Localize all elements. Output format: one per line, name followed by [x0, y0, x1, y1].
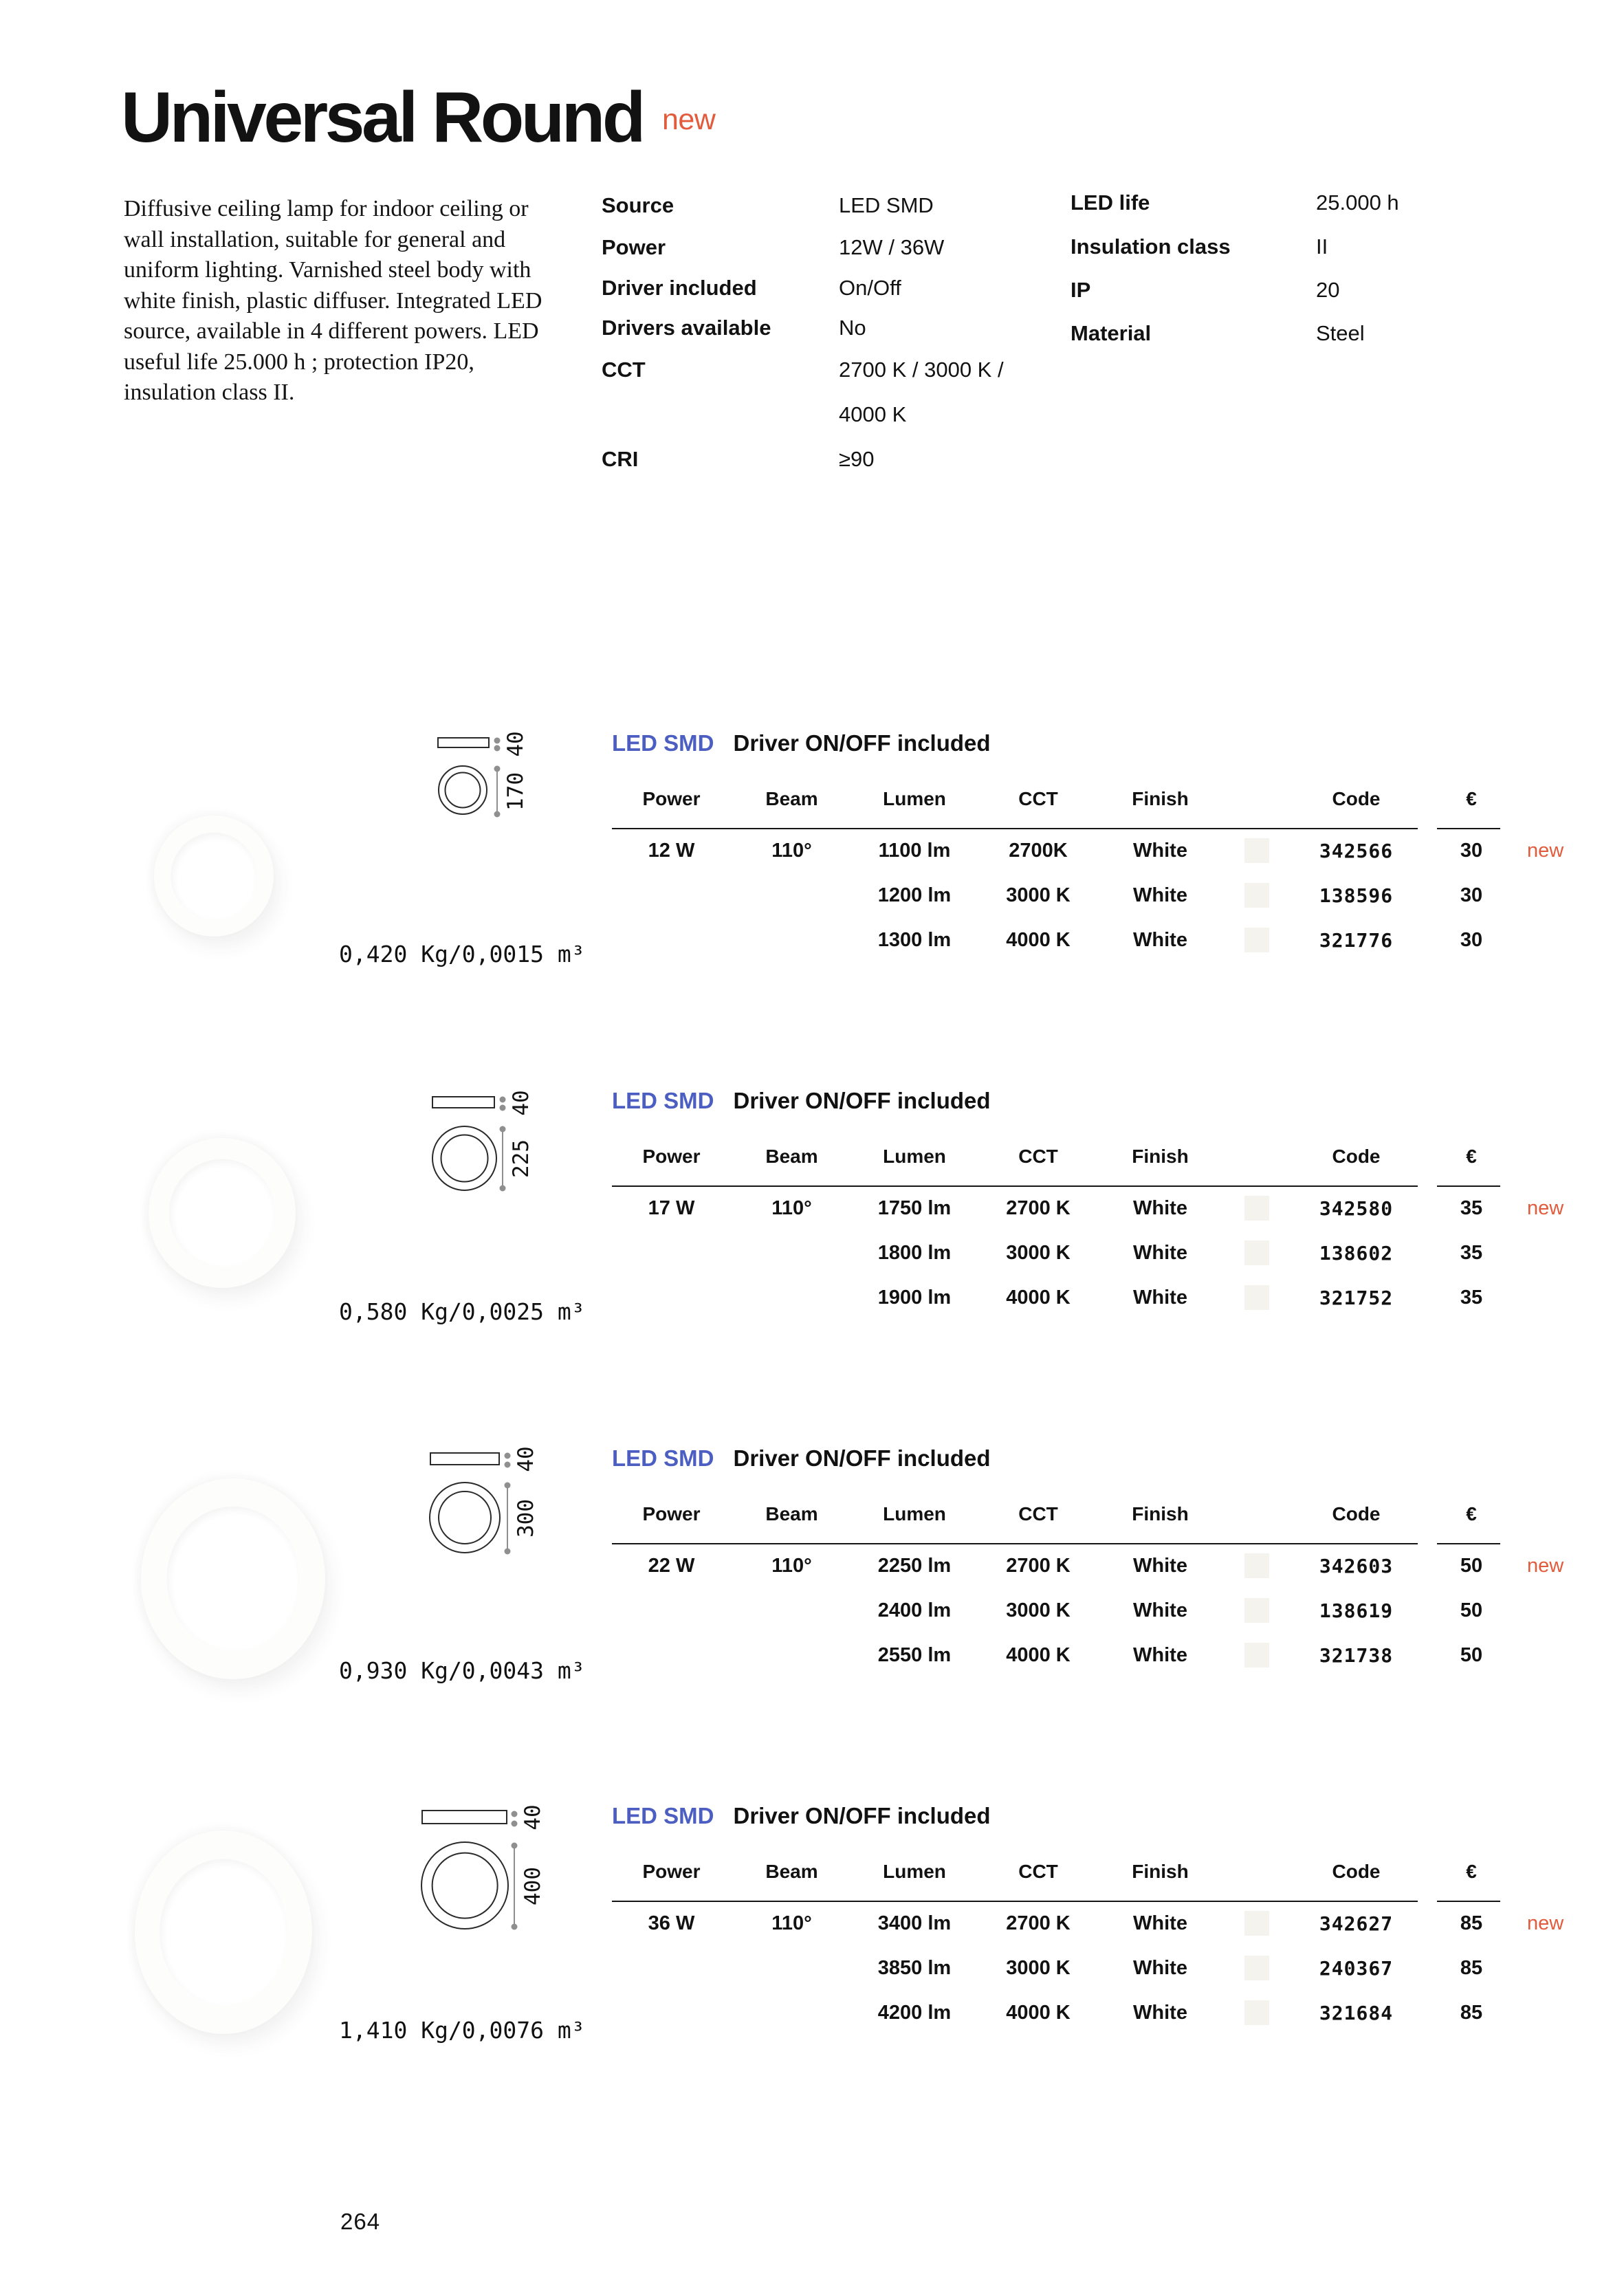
cell-cct: 3000 K — [1006, 1241, 1071, 1264]
spec-label-cri: CRI — [602, 447, 639, 471]
cell-finish: White — [1133, 884, 1187, 906]
cell-lumen: 1750 lm — [877, 1196, 952, 1219]
cell-price: 35 — [1460, 1196, 1483, 1219]
spec-label-material: Material — [1071, 321, 1152, 345]
column-header-row — [612, 1143, 1581, 1170]
product-photo-diffuser — [169, 1159, 275, 1267]
column-header-cct: CCT — [1018, 788, 1058, 809]
dimension-line — [496, 769, 498, 814]
product-photo-diffuser — [167, 1507, 300, 1651]
cell-price: 30 — [1460, 884, 1483, 906]
column-header-cct: CCT — [1018, 1503, 1058, 1524]
table-header — [612, 1803, 991, 1829]
table-header — [612, 1445, 991, 1472]
weight-volume-label: 0,420 Kg/0,0015 m³ — [339, 941, 585, 967]
cell-finish: White — [1133, 1912, 1187, 1934]
new-badge: new — [1527, 1196, 1564, 1219]
column-header-price: € — [1466, 788, 1477, 809]
column-header-code: Code — [1332, 1146, 1381, 1167]
cell-cct: 2700 K — [1006, 1196, 1071, 1219]
product-table — [612, 1088, 1581, 1322]
spec-label-drivers-available: Drivers available — [602, 316, 771, 340]
column-header-code: Code — [1332, 1861, 1381, 1882]
cell-lumen: 1800 lm — [877, 1241, 952, 1264]
top-view-inner-circle — [438, 1491, 492, 1544]
driver-info-label: Driver ON/OFF included — [733, 1088, 991, 1113]
product-photo — [154, 816, 274, 937]
column-header-row — [612, 785, 1581, 813]
finish-swatch — [1244, 928, 1269, 952]
spec-label-driver-included: Driver included — [602, 276, 757, 300]
cell-lumen: 1100 lm — [878, 839, 951, 862]
page-number: 264 — [340, 2209, 381, 2234]
cell-beam: 110° — [771, 1554, 812, 1577]
dimension-label-height: 40 — [514, 1446, 538, 1472]
cell-price: 50 — [1460, 1554, 1483, 1577]
finish-swatch — [1244, 1196, 1269, 1221]
top-view-circle — [429, 1482, 501, 1553]
cell-power: 36 W — [648, 1912, 695, 1934]
cell-code: 342580 — [1319, 1196, 1394, 1220]
cell-finish: White — [1133, 1554, 1187, 1577]
dimension-dot — [500, 1126, 506, 1133]
product-table — [612, 730, 1581, 964]
product-photo — [141, 1478, 325, 1679]
column-header-price: € — [1466, 1146, 1477, 1167]
dimension-dot — [505, 1549, 511, 1555]
cell-code: 321752 — [1319, 1286, 1394, 1309]
dimension-dot — [512, 1924, 518, 1930]
column-header-power: Power — [642, 1146, 701, 1167]
dimension-line — [507, 1485, 508, 1551]
cell-cct: 2700 K — [1006, 1554, 1071, 1577]
finish-swatch — [1244, 1643, 1269, 1668]
cell-cct: 4000 K — [1006, 1286, 1071, 1309]
finish-swatch — [1244, 1240, 1269, 1265]
spec-value-insulation-class: II — [1316, 234, 1328, 259]
cell-lumen: 1900 lm — [877, 1286, 952, 1309]
spec-value-cct-line1: 2700 K / 3000 K / — [839, 358, 1004, 382]
product-table — [612, 1803, 1581, 2037]
table-row — [612, 833, 1581, 868]
column-header-beam: Beam — [765, 1861, 818, 1882]
column-header-beam: Beam — [765, 1146, 818, 1167]
dimension-dot — [505, 1483, 511, 1489]
top-view-circle — [438, 765, 487, 815]
cell-code: 342627 — [1319, 1912, 1394, 1935]
table-header — [612, 730, 991, 756]
finish-swatch — [1244, 2000, 1269, 2025]
cell-power: 17 W — [648, 1196, 695, 1219]
weight-volume-label: 0,930 Kg/0,0043 m³ — [339, 1657, 585, 1684]
cell-price: 85 — [1460, 2001, 1483, 2024]
cell-code: 138619 — [1319, 1599, 1394, 1622]
cell-finish: White — [1133, 1286, 1187, 1309]
dimension-dot — [494, 738, 501, 744]
column-header-price: € — [1466, 1503, 1477, 1524]
cell-cct: 3000 K — [1006, 1956, 1071, 1979]
cell-code: 342566 — [1319, 839, 1394, 862]
dimension-dot — [505, 1453, 511, 1459]
header-rule-euro — [1437, 828, 1500, 829]
table-row — [612, 1906, 1581, 1940]
new-badge: new — [1527, 1554, 1564, 1577]
spec-label-source: Source — [602, 193, 674, 217]
cell-beam: 110° — [771, 1196, 812, 1219]
spec-value-ip: 20 — [1316, 278, 1340, 302]
dimension-dot — [505, 1462, 511, 1468]
spec-value-cct-line2: 4000 K — [839, 402, 907, 426]
spec-label-led-life: LED life — [1071, 190, 1150, 215]
dimension-label-diameter: 225 — [509, 1139, 534, 1178]
column-header-cct: CCT — [1018, 1861, 1058, 1882]
dimension-line — [502, 1129, 503, 1188]
top-view-inner-circle — [440, 1134, 489, 1183]
header-rule-euro — [1437, 1185, 1500, 1187]
cell-finish: White — [1133, 1241, 1187, 1264]
cell-power: 12 W — [648, 839, 695, 862]
column-header-price: € — [1466, 1861, 1477, 1882]
table-row — [612, 878, 1581, 912]
dimension-label-diameter: 300 — [514, 1499, 538, 1538]
column-header-code: Code — [1332, 1503, 1381, 1524]
side-view-rect — [430, 1452, 500, 1465]
cell-lumen: 3400 lm — [877, 1912, 952, 1934]
cell-finish: White — [1133, 1956, 1187, 1979]
side-view-rect — [421, 1810, 507, 1824]
header-rule-euro — [1437, 1901, 1500, 1902]
table-row — [612, 1549, 1581, 1583]
header-rule — [612, 828, 1418, 829]
dimension-label-diameter: 400 — [520, 1867, 545, 1905]
dimension-dot — [500, 1097, 506, 1103]
cell-price: 85 — [1460, 1956, 1483, 1979]
cell-price: 30 — [1460, 928, 1483, 951]
dimension-label-height: 40 — [520, 1804, 545, 1830]
cell-code: 321776 — [1319, 928, 1394, 952]
spec-value-power: 12W / 36W — [839, 235, 945, 259]
column-header-finish: Finish — [1132, 788, 1189, 809]
table-row — [612, 1593, 1581, 1628]
header-rule — [612, 1185, 1418, 1187]
cell-code: 138602 — [1319, 1241, 1394, 1265]
table-row — [612, 1280, 1581, 1315]
cell-lumen: 2550 lm — [877, 1643, 952, 1666]
dimension-label-diameter: 170 — [503, 772, 528, 811]
cell-finish: White — [1133, 1599, 1187, 1621]
new-badge: new — [1527, 1912, 1564, 1934]
product-photo — [149, 1138, 296, 1288]
cell-finish: White — [1133, 928, 1187, 951]
finish-swatch — [1244, 1285, 1269, 1310]
column-header-power: Power — [642, 1503, 701, 1524]
dimension-dot — [494, 811, 501, 818]
weight-volume-label: 0,580 Kg/0,0025 m³ — [339, 1298, 585, 1325]
cell-power: 22 W — [648, 1554, 695, 1577]
spec-value-source: LED SMD — [839, 193, 934, 217]
spec-label-ip: IP — [1071, 278, 1091, 302]
cell-code: 342603 — [1319, 1554, 1394, 1577]
dimension-dot — [512, 1821, 518, 1827]
product-photo-diffuser — [160, 1859, 287, 2005]
top-view-circle — [421, 1841, 509, 1929]
finish-swatch — [1244, 1956, 1269, 1980]
spec-label-power: Power — [602, 235, 666, 259]
header-rule-euro — [1437, 1543, 1500, 1544]
product-description: Diffusive ceiling lamp for indoor ceiling or wall installation, suitable for general and uniform lighting. Varnished steel body with white finish, plastic diffuser. Integrated LED source, available in 4 different powers. LED useful life 25.000 h ; protection IP20, insulation class II. — [124, 196, 542, 405]
new-badge-title: new — [662, 103, 716, 136]
column-header-code: Code — [1332, 788, 1381, 809]
column-header-finish: Finish — [1132, 1503, 1189, 1524]
spec-value-driver-included: On/Off — [839, 276, 901, 300]
table-row — [612, 1951, 1581, 1985]
dimension-line — [514, 1846, 515, 1927]
cell-cct: 3000 K — [1006, 884, 1071, 906]
spec-value-led-life: 25.000 h — [1316, 190, 1399, 215]
column-header-lumen: Lumen — [883, 1861, 946, 1882]
spec-label-insulation-class: Insulation class — [1071, 234, 1231, 259]
column-header-row — [612, 1858, 1581, 1885]
cell-code: 138596 — [1319, 884, 1394, 907]
cell-price: 35 — [1460, 1241, 1483, 1264]
column-header-beam: Beam — [765, 1503, 818, 1524]
cell-lumen: 2400 lm — [877, 1599, 952, 1621]
new-badge: new — [1527, 839, 1564, 862]
cell-lumen: 3850 lm — [877, 1956, 952, 1979]
cell-code: 240367 — [1319, 1956, 1394, 1980]
page-title: Universal Round — [121, 78, 643, 157]
column-header-power: Power — [642, 788, 701, 809]
cell-price: 35 — [1460, 1286, 1483, 1309]
weight-volume-label: 1,410 Kg/0,0076 m³ — [339, 2017, 585, 2044]
dimension-dot — [494, 745, 501, 752]
finish-swatch — [1244, 838, 1269, 863]
cell-cct: 4000 K — [1006, 2001, 1071, 2024]
dimension-label-height: 40 — [503, 731, 528, 757]
header-rule — [612, 1543, 1418, 1544]
column-header-power: Power — [642, 1861, 701, 1882]
source-type-label: LED SMD — [612, 730, 714, 756]
source-type-label: LED SMD — [612, 1445, 714, 1471]
table-row — [612, 1191, 1581, 1225]
finish-swatch — [1244, 1553, 1269, 1578]
cell-code: 321684 — [1319, 2001, 1394, 2024]
column-header-finish: Finish — [1132, 1861, 1189, 1882]
cell-cct: 2700K — [1009, 839, 1068, 862]
cell-lumen: 4200 lm — [877, 2001, 952, 2024]
top-view-inner-circle — [444, 772, 481, 808]
cell-price: 30 — [1460, 839, 1483, 862]
side-view-rect — [437, 737, 490, 748]
product-table — [612, 1445, 1581, 1679]
column-header-lumen: Lumen — [883, 1503, 946, 1524]
cell-finish: White — [1133, 2001, 1187, 2024]
cell-lumen: 1200 lm — [877, 884, 952, 906]
table-row — [612, 923, 1581, 957]
column-header-finish: Finish — [1132, 1146, 1189, 1167]
dimension-dot — [500, 1105, 506, 1111]
dimension-dot — [500, 1185, 506, 1192]
table-header — [612, 1088, 991, 1114]
finish-swatch — [1244, 883, 1269, 908]
side-view-rect — [432, 1096, 495, 1108]
dimension-dot — [512, 1843, 518, 1849]
cell-finish: White — [1133, 1643, 1187, 1666]
cell-cct: 3000 K — [1006, 1599, 1071, 1621]
driver-info-label: Driver ON/OFF included — [733, 1445, 991, 1471]
table-row — [612, 1236, 1581, 1270]
cell-lumen: 2250 lm — [877, 1554, 952, 1577]
source-type-label: LED SMD — [612, 1803, 714, 1828]
driver-info-label: Driver ON/OFF included — [733, 1803, 991, 1828]
spec-value-cri: ≥90 — [839, 447, 875, 471]
dimension-dot — [494, 766, 501, 772]
spec-label-cct: CCT — [602, 358, 646, 382]
product-photo — [135, 1830, 312, 2034]
cell-cct: 4000 K — [1006, 928, 1071, 951]
table-row — [612, 1996, 1581, 2030]
column-header-lumen: Lumen — [883, 788, 946, 809]
product-photo-diffuser — [171, 833, 256, 920]
cell-beam: 110° — [771, 839, 812, 862]
column-header-beam: Beam — [765, 788, 818, 809]
source-type-label: LED SMD — [612, 1088, 714, 1113]
finish-swatch — [1244, 1911, 1269, 1936]
cell-code: 321738 — [1319, 1643, 1394, 1667]
spec-value-drivers-available: No — [839, 316, 866, 340]
driver-info-label: Driver ON/OFF included — [733, 730, 991, 756]
cell-beam: 110° — [771, 1912, 812, 1934]
top-view-inner-circle — [432, 1852, 498, 1919]
spec-value-material: Steel — [1316, 321, 1365, 345]
cell-price: 85 — [1460, 1912, 1483, 1934]
cell-cct: 2700 K — [1006, 1912, 1071, 1934]
dimension-label-height: 40 — [509, 1090, 534, 1116]
header-rule — [612, 1901, 1418, 1902]
cell-lumen: 1300 lm — [877, 928, 952, 951]
column-header-row — [612, 1500, 1581, 1528]
dimension-dot — [512, 1811, 518, 1817]
column-header-cct: CCT — [1018, 1146, 1058, 1167]
cell-price: 50 — [1460, 1643, 1483, 1666]
cell-finish: White — [1133, 839, 1187, 862]
top-view-circle — [432, 1126, 497, 1191]
column-header-lumen: Lumen — [883, 1146, 946, 1167]
cell-finish: White — [1133, 1196, 1187, 1219]
table-row — [612, 1638, 1581, 1672]
cell-cct: 4000 K — [1006, 1643, 1071, 1666]
finish-swatch — [1244, 1598, 1269, 1623]
cell-price: 50 — [1460, 1599, 1483, 1621]
